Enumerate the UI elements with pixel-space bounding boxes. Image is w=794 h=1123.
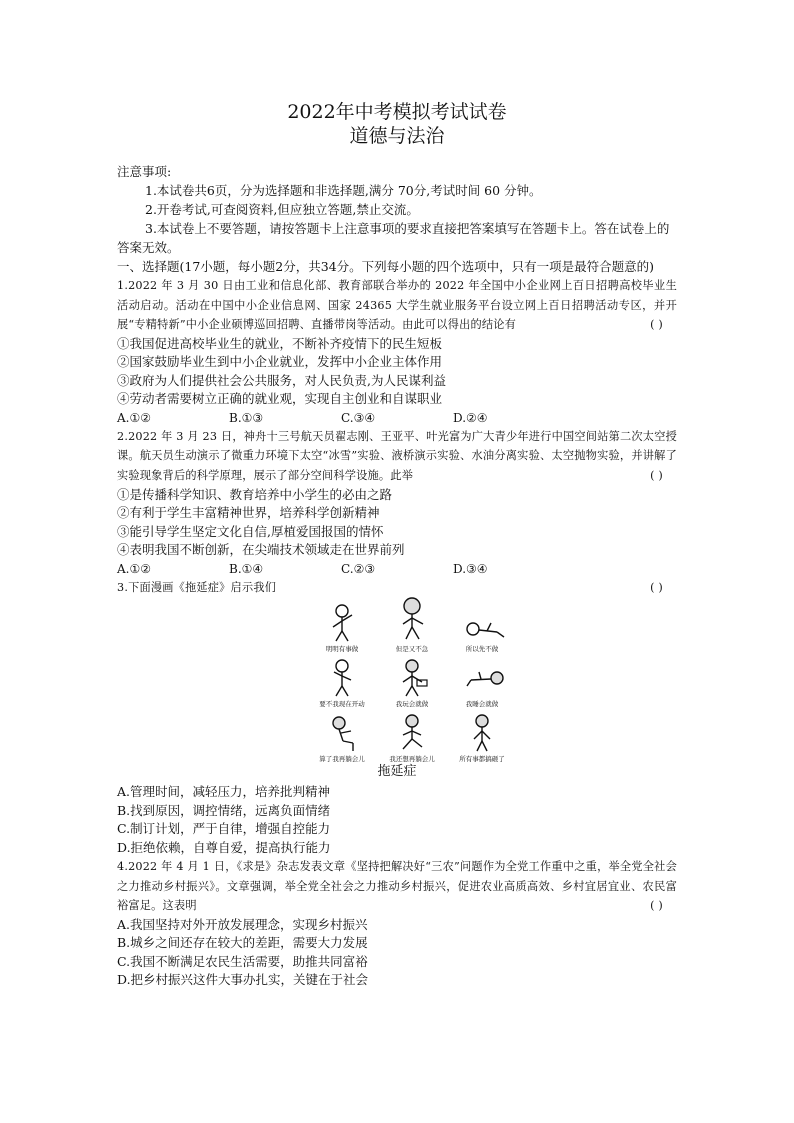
- comic-caption: 所以先不做: [465, 645, 499, 654]
- comic-caption: 我睡会就做: [465, 700, 499, 709]
- statement: ①我国促进高校毕业生的就业，不断补齐疫情下的民生短板: [117, 335, 443, 351]
- option-c: C.我国不断满足农民生活需要，助推共同富裕: [117, 953, 368, 969]
- exam-page: [117, 100, 677, 990]
- choice-b: B.①④: [229, 561, 264, 576]
- exam-subject: 道德与法治: [349, 125, 445, 147]
- sitting-figure-icon: [395, 713, 429, 753]
- statement: ②有利于学生丰富精神世界，培养科学创新精神: [117, 505, 380, 521]
- stick-figure-icon: [395, 597, 429, 641]
- statement: ④表明我国不断创新，在尖端技术领域走在世界前列: [117, 542, 405, 558]
- choice-a: A.①②: [117, 410, 151, 425]
- comic-panel: [307, 603, 377, 653]
- question-2: [117, 427, 677, 578]
- option-d: D.拒绝依赖，自尊自爱，提高执行能力: [117, 839, 331, 855]
- lying-figure-icon: [465, 658, 505, 698]
- lying-figure-icon: [465, 603, 505, 643]
- procrastination-comic: [307, 603, 517, 763]
- question-stem: 4.2022 年 4 月 1 日，《求是》杂志发表文章《坚持把解决好“三农”问题作为全党工作重中之重，举全党全社会之力推动乡村振兴》。文章强调，举全党全社会之力推动乡村振兴，促进农业高质高效、乡村宜居宜业、农民富裕富足。这表明: [117, 860, 677, 913]
- stick-figure-icon: [395, 658, 429, 698]
- comic-panel: [307, 713, 377, 763]
- answer-paren: ( ): [650, 580, 663, 594]
- statement: ③能引导学生坚定文化自信,厚植爱国报国的情怀: [117, 523, 384, 539]
- choice-c: C.③④: [341, 410, 376, 425]
- answer-paren: ( ): [650, 318, 663, 332]
- choice-d: D.③④: [453, 561, 488, 576]
- answer-choices: [117, 560, 677, 578]
- option-b: B.城乡之间还存在较大的差距，需要大力发展: [117, 935, 368, 951]
- choice-c: C.②③: [341, 561, 376, 576]
- comic-panel: [377, 658, 447, 708]
- comic-panel: [447, 658, 517, 708]
- notice-item: 2.开卷考试,可查阅资料,但应独立答题,禁止交流。: [145, 202, 419, 217]
- comic-caption: 我还想再躺会儿: [389, 755, 435, 764]
- option-a: A.我国坚持对外开放发展理念，实现乡村振兴: [117, 916, 368, 932]
- option-d: D.把乡村振兴这件大事办扎实，关键在于社会: [117, 972, 369, 988]
- comic-caption: 要不我现在开动: [319, 700, 365, 709]
- comic-caption: 算了我再躺会儿: [319, 755, 365, 764]
- option-a: A.管理时间，减轻压力，培养批判精神: [117, 784, 331, 800]
- answer-paren: ( ): [650, 899, 663, 913]
- stick-figure-icon: [465, 713, 499, 753]
- statement: ①是传播科学知识、教育培养中小学生的必由之路: [117, 486, 393, 502]
- stick-figure-icon: [325, 658, 359, 698]
- question-stem: 3.下面漫画《拖延症》启示我们: [117, 580, 277, 594]
- comic-caption: 但是又不急: [395, 645, 429, 654]
- question-stem: 2.2022 年 3 月 23 日，神舟十三号航天员翟志刚、王亚平、叶光富为广大青少年进行中国空间站第二次太空授课。航天员生动演示了微重力环境下太空“冰雪”实验、液桥演示实验、水油分离实验、太空抛物实验，并讲解了实验现象背后的科学原理，展示了部分空间科学设施。此举: [117, 429, 677, 482]
- option-b: B.找到原因，调控情绪，远离负面情绪: [117, 802, 331, 818]
- stick-figure-icon: [325, 603, 359, 643]
- choice-a: A.①②: [117, 561, 151, 576]
- comic-caption: 我玩会就做: [395, 700, 429, 709]
- option-c: C.制订计划，严于自律，增强自控能力: [117, 821, 331, 837]
- comic-panel: [377, 597, 447, 653]
- sitting-figure-icon: [325, 713, 359, 753]
- section-heading: 一、选择题(17小题，每小题2分，共34分。下列每小题的四个选项中，只有一项是最符合题意的): [117, 259, 655, 274]
- comic-title: 拖延症: [377, 764, 417, 780]
- notice-heading: 注意事项:: [117, 164, 172, 179]
- choice-d: D.②④: [453, 410, 488, 425]
- question-stem: 1.2022 年 3 月 30 日由工业和信息化部、教育部联合举办的 2022 年全国中小企业网上百日招聘高校毕业生活动启动。活动在中国中小企业信息网、国家 24365 大学生就业服务平台设立网上百日招聘活动专区，并开展“专精特新”中小企业硕博巡回招聘、直播带岗等活动。由此可以得出的结论有: [117, 279, 677, 332]
- comic-panel: [447, 603, 517, 653]
- comic-panel: [307, 658, 377, 708]
- answer-choices: [117, 409, 677, 427]
- comic-panel: [377, 713, 447, 763]
- answer-paren: ( ): [650, 468, 663, 482]
- notice-item: 1.本试卷共6页，分为选择题和非选择题,满分 70分,考试时间 60 分钟。: [145, 183, 542, 198]
- question-4: [117, 857, 677, 990]
- comic-panel: [447, 713, 517, 763]
- choice-b: B.①③: [229, 410, 264, 425]
- comic-caption: 明明有事做: [325, 645, 359, 654]
- notice-item: 3.本试卷上不要答题，请按答题卡上注意事项的要求直接把答案填写在答题卡上。答在试卷上的答案无效。: [117, 221, 670, 255]
- statement: ②国家鼓励毕业生到中小企业就业，发挥中小企业主体作用: [117, 354, 443, 370]
- question-3: [117, 578, 677, 858]
- statement: ④劳动者需要树立正确的就业观，实现自主创业和自谋职业: [117, 391, 443, 407]
- question-1: [117, 276, 677, 427]
- comic-caption: 所有事都搞砸了: [459, 755, 505, 764]
- statement: ③政府为人们提供社会公共服务，对人民负责,为人民谋利益: [117, 372, 446, 388]
- exam-title: 2022年中考模拟考试试卷: [287, 101, 507, 123]
